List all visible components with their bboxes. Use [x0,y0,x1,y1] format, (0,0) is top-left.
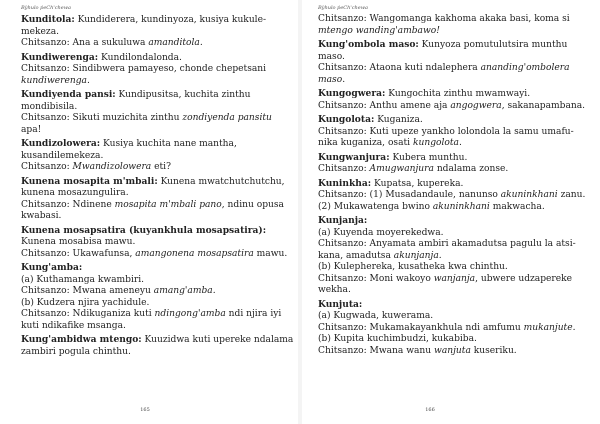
entry-text: Chitsanzo: Anyamata ambiri akamadutsa pagulu la atsi- [318,239,576,249]
entry-line [21,309,282,321]
example-term: mtengo wanding'ambawo! [318,25,440,36]
entry-text: Chitsanzo: Anthu amene aja [318,100,451,111]
example-term: akuninkhani [432,201,490,212]
entry-text: kana, amadutsa [318,250,394,261]
entry-line [318,334,580,346]
dictionary-entry [318,177,586,214]
entry-line [21,175,285,189]
entry-text: . [458,138,462,148]
entry-text: . [212,286,216,296]
example-term: kundiwerenga [21,75,87,86]
dictionary-entry [21,262,282,332]
entry-line [21,38,282,50]
entry-text: maso. [318,51,345,62]
entry-text: (a) Kugwada, kuwerama. [318,311,434,321]
entry-text: Chitsanzo: Wangomanga kakhoma akaka basi, koma si [318,14,570,24]
entry-text: Chitsanzo: Moni wakoyo [318,273,434,284]
entry-text: kunena mosazungulira. [21,188,129,198]
entry-text: Chitsanzo: Kuti upeze yankho lolondola la samu umafu- [318,126,574,137]
entry-text: Kungochita zinthu mwamwayi. [385,89,531,99]
dictionary-entry [21,224,288,261]
entry-line [21,162,282,174]
entry-text: mekeza. [21,26,60,37]
entry-text: Chitsanzo: Ukawafunsa, [21,248,136,259]
headword: Kungwanjura: [318,151,390,163]
entry-line [318,251,580,263]
running-header: Bỳhulo ṗeCh'chewa [318,5,368,11]
headword: Kundiwerenga: [21,51,99,63]
running-header: Bỳhulo ṗeCh'chewa [21,5,71,11]
entry-line [21,347,282,359]
entry-text: . [438,250,442,261]
headword: Kundizolowera: [21,138,101,149]
entry-line [21,151,282,163]
example-term: amanditola [148,38,200,48]
entry-line [318,299,580,312]
entry-line [21,334,294,347]
entry-line [318,88,580,101]
entry-text: Chitsanzo: Mwana ameneyu [21,286,154,296]
entry-line [21,275,282,287]
entry-text: Chitsanzo: (1) Musadandaule, nanunso [318,190,501,200]
headword: Kung'ombola maso: [318,39,419,50]
entry-line [21,188,282,200]
entry-line [318,114,580,127]
book-gutter [298,0,302,424]
entry-line [318,311,580,323]
entry-line [21,262,282,275]
entry-text: Kundipusitsa, kuchita zinthu [115,90,251,100]
entry-line [318,138,580,150]
entry-line [318,190,586,202]
entry-text: eti? [151,162,171,172]
entry-line [318,14,580,26]
entry-text: Chitsanzo: Ana a sukuluwa [21,38,149,48]
example-term: zondiyenda pansitu [182,113,272,123]
example-term: mukanjute [523,322,573,333]
example-term: ndingong'amba [154,309,226,319]
dictionary-entry [21,334,294,358]
headword: Kung'amba: [21,262,83,273]
headword: Kunjanja: [318,215,368,226]
dictionary-entry [318,299,580,358]
headword: Kunena mosapita m'mbali: [21,175,158,187]
headword: Kung'ambidwa mtengo: [21,334,142,345]
entry-text: ndalama zonse. [433,164,509,174]
entry-line [318,178,580,191]
entry-text: Kuuzidwa kuti upereke ndalama [141,335,294,345]
dictionary-entry [21,89,282,136]
dictionary-entry [318,114,580,150]
entry-line [21,298,282,310]
entry-line [21,225,282,238]
entry-text: kwabasi. [21,211,62,221]
entry-line [318,152,580,165]
page-number: 165 [140,407,150,413]
example-term: wanjanja [433,273,476,284]
example-term: akuninkhani [500,190,558,200]
left-page [0,0,294,424]
dictionary-entry [318,88,586,112]
entry-text: Chitsanzo: [21,162,73,172]
entry-line [21,138,282,151]
entry-text: zanu. [557,190,586,200]
entry-text: Kunena mosabisa mawu. [21,237,136,247]
dictionary-entry [21,138,282,174]
dictionary-entry [318,14,580,37]
entry-text: Chitsanzo: [318,164,370,174]
entry-line [318,262,580,274]
entry-line [318,228,580,240]
entry-list [21,14,294,358]
entry-line [21,211,282,223]
headword: Kungogwera: [318,88,386,99]
entry-text: Chitsanzo: Sindibwera pamayeso, chonde chepetsani [21,64,267,74]
entry-line [318,63,580,75]
entry-text: (b) Kudzera njira yachidule. [21,297,150,308]
entry-text: Kupatsa, kupereka. [371,178,464,189]
entry-text: Kuganiza. [374,115,423,125]
entry-line [318,39,580,52]
entry-text: mawu. [253,248,288,259]
entry-text: Chitsanzo: Ndikuganiza kuti [21,309,155,319]
entry-line [318,26,580,38]
headword: Kungolota: [318,114,375,125]
headword: Kundiyenda pansi: [21,89,116,100]
entry-line [318,285,580,297]
entry-text: Chitsanzo: Ndinene [21,199,115,210]
example-term: Mwandizolowera [72,162,152,172]
entry-line [21,321,282,333]
entry-line [21,125,282,137]
entry-text: kuseriku. [470,345,517,356]
entry-list [318,14,586,357]
example-term: maso [318,74,343,85]
entry-text: , sakanapambana. [501,100,586,111]
entry-text: (a) Kuyenda moyerekedwa. [318,227,444,238]
example-term: amang'amba [153,286,213,296]
dictionary-entry [318,39,580,86]
entry-line [21,286,282,298]
entry-line [21,113,282,125]
entry-line [318,323,580,335]
example-term: Amugwanjura [369,164,434,174]
entry-text: kusandilemekeza. [21,150,104,161]
entry-line [21,64,282,76]
example-term: angogwera [450,100,502,111]
entry-text: (a) Kuthamanga kwambiri. [21,274,145,285]
entry-line [21,89,282,102]
entry-text: kuti ndikafike msanga. [21,320,126,331]
entry-text: Chitsanzo: Mukamakayankhula ndi amfumu [318,322,524,333]
entry-line [318,100,586,113]
dictionary-entry [21,14,282,50]
entry-line [21,76,282,88]
entry-text: Chitsanzo: Ataona kuti ndalephera [318,63,481,73]
entry-text: Kundilondalonda. [98,52,182,63]
entry-line [21,200,282,212]
entry-line [318,52,580,64]
entry-text: ndi njira iyi [225,309,282,319]
entry-text: Kundiderera, kundinyoza, kusiya kukule- [74,15,267,25]
example-term: wanjuta [434,345,471,356]
entry-line [318,127,580,139]
headword: Kunena mosapsatira (kuyankhula mosapsatira): [21,224,267,236]
page-number: 166 [425,407,435,413]
example-term: kungolota [412,138,459,148]
headword: Kunditola: [21,14,75,25]
entry-text: Kunena mwatchutchutchu, [157,176,285,187]
entry-text: (b) Kupita kuchimbudzi, kukabiba. [318,334,477,344]
dictionary-entry [21,52,282,88]
entry-text: . [86,75,90,86]
entry-line [318,75,580,87]
entry-line [21,14,282,27]
entry-text: apa! [21,124,42,135]
example-term: ananding'ombolera [480,63,570,73]
entry-text: zambiri pogula chinthu. [21,346,131,357]
dictionary-entry [21,175,285,223]
entry-text: makwacha. [489,201,545,212]
entry-line [318,346,580,358]
entry-line [21,237,282,249]
entry-text: Kunyoza pomutulutsira munthu [418,40,568,50]
entry-line [318,164,580,176]
entry-line [21,52,282,65]
entry-line [318,202,580,214]
entry-text: Chitsanzo: Mwana wanu [318,345,435,356]
entry-text: . [572,322,576,333]
entry-line [318,215,580,228]
entry-text: Kubera munthu. [389,152,468,163]
entry-text: . [342,74,346,85]
example-term: amangonena mosapsatira [135,248,254,259]
entry-line [21,248,288,261]
entry-line [318,239,580,251]
entry-text: mondibisila. [21,101,78,112]
entry-text: Chitsanzo: Sikuti muzichita zinthu [21,113,183,123]
entry-text: , ndinu opusa [221,199,284,210]
example-term: akunjanja [393,250,439,261]
entry-text: Kusiya kuchita nane mantha, [100,139,237,149]
dictionary-entry [318,152,580,176]
entry-line [21,27,282,39]
dictionary-entry [318,215,580,297]
entry-line [21,102,282,114]
entry-text: (b) Kulephereka, kusatheka kwa chinthu. [318,262,508,272]
example-term: mosapita m'mbali pano [114,199,222,210]
entry-line [318,274,580,286]
headword: Kuninkha: [318,177,372,189]
entry-text: wekha. [318,285,351,295]
entry-text: nika kuganiza, osati [318,138,413,148]
entry-text: (2) Mukawatenga bwino [318,201,433,212]
entry-text: , ubwere udzapereke [475,273,573,284]
entry-text: . [199,38,203,48]
headword: Kunjuta: [318,298,363,310]
right-page [306,0,596,424]
